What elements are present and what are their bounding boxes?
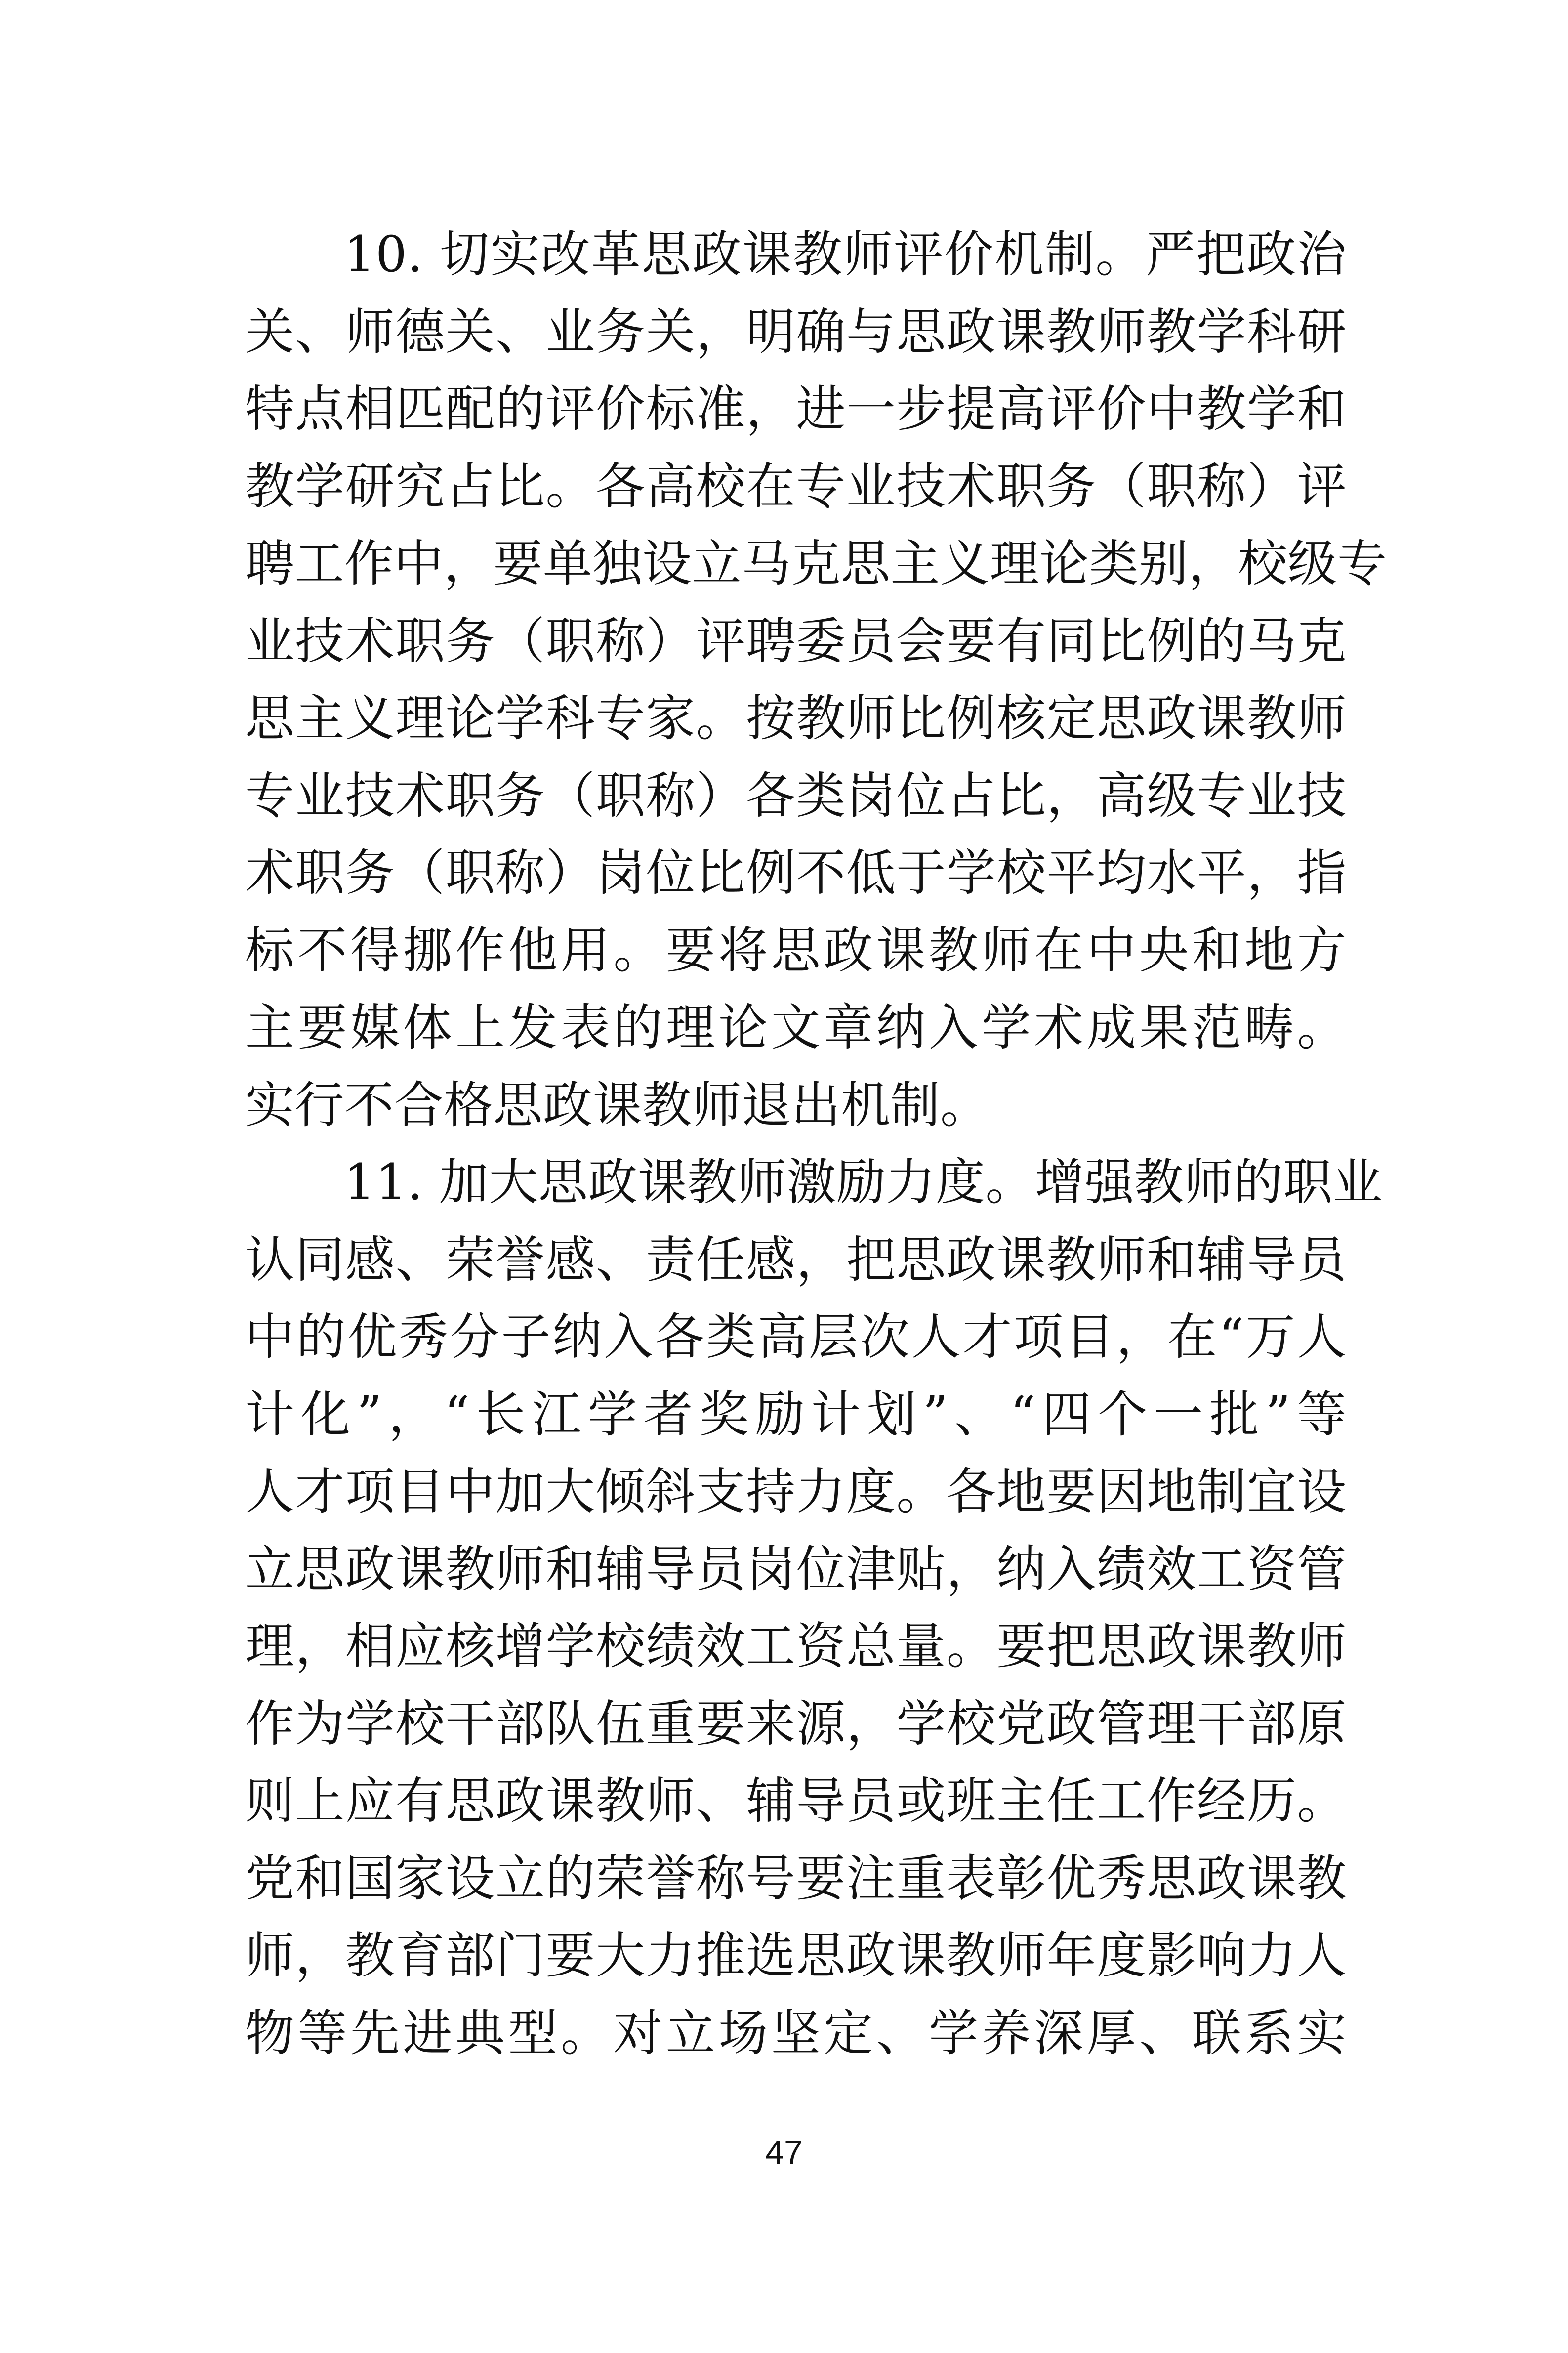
paragraph-11-line-5: 人才项目中加大倾斜支持力度。各地要因地制宜设	[245, 1463, 1347, 1520]
body-text	[245, 216, 1387, 2072]
paragraph-11-line-3: 中的优秀分子纳入各类高层次人才项目，在“万人	[245, 1308, 1347, 1366]
paragraph-11-line-12: 物等先进典型。对立场坚定、学养深厚、联系实	[245, 2004, 1347, 2062]
paragraph-10-line-7: 思主义理论学科专家。按教师比例核定思政课教师	[245, 689, 1347, 747]
paragraph-11-line-1: 11. 加大思政课教师激励力度。增强教师的职业	[344, 1153, 1383, 1211]
paragraph-11-line-2: 认同感、荣誉感、责任感，把思政课教师和辅导员	[245, 1230, 1347, 1289]
page-number: 47	[765, 2134, 803, 2171]
paragraph-10-line-4: 教学研究占比。各高校在专业技术职务（职称）评	[245, 457, 1347, 515]
paragraph-10-line-2: 关、师德关、业务关，明确与思政课教师教学科研	[245, 302, 1347, 361]
paragraph-10-line-12: 实行不合格思政课教师退出机制。	[245, 1076, 990, 1134]
paragraph-11-line-7: 理，相应核增学校绩效工资总量。要把思政课教师	[245, 1617, 1347, 1675]
paragraph-10-line-8: 专业技术职务（职称）各类岗位占比，高级专业技	[245, 766, 1347, 825]
paragraph-10-line-10: 标不得挪作他用。要将思政课教师在中央和地方	[245, 921, 1347, 979]
paragraph-11-line-8: 作为学校干部队伍重要来源，学校党政管理干部原	[245, 1694, 1347, 1753]
paragraph-11-line-10: 党和国家设立的荣誉称号要注重表彰优秀思政课教	[245, 1849, 1347, 1907]
paragraph-10-line-6: 业技术职务（职称）评聘委员会要有同比例的马克	[245, 612, 1347, 670]
paragraph-10-line-1: 10. 切实改革思政课教师评价机制。严把政治	[344, 225, 1347, 283]
paragraph-10-line-3: 特点相匹配的评价标准，进一步提高评价中教学和	[245, 380, 1347, 438]
paragraph-11-line-6: 立思政课教师和辅导员岗位津贴，纳入绩效工资管	[245, 1540, 1347, 1598]
paragraph-10-line-5: 聘工作中，要单独设立马克思主义理论类别，校级专	[245, 535, 1387, 592]
paragraph-11-line-9: 则上应有思政课教师、辅导员或班主任工作经历。	[245, 1772, 1347, 1830]
paragraph-11-line-11: 师，教育部门要大力推选思政课教师年度影响力人	[245, 1927, 1347, 1984]
paragraph-10-line-11: 主要媒体上发表的理论文章纳入学术成果范畴。	[245, 999, 1347, 1056]
paragraph-10-line-9: 术职务（职称）岗位比例不低于学校平均水平，指	[245, 844, 1347, 902]
paragraph-11-line-4: 计化”，“长江学者奖励计划”、“四个一批”等	[245, 1385, 1347, 1443]
